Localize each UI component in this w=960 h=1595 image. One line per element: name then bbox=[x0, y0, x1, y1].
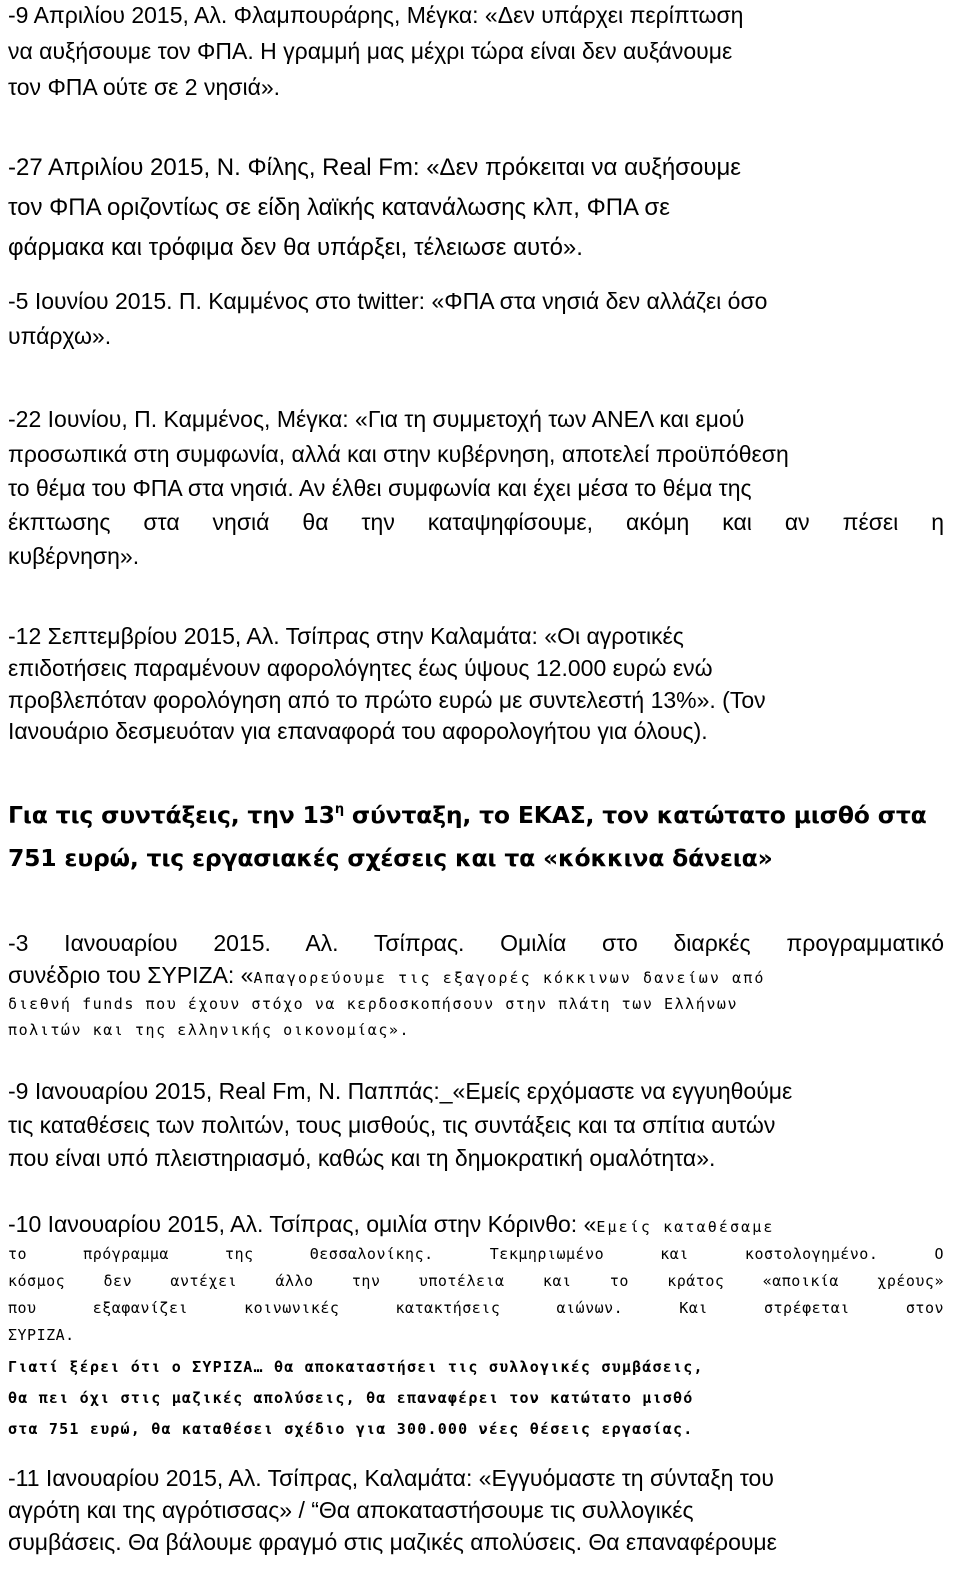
entry-jan3-line4: πολιτών και της ελληνικής οικονομίας». bbox=[8, 1021, 411, 1039]
entry-apr9-line3: τον ΦΠΑ ούτε σε 2 νησιά». bbox=[8, 74, 281, 100]
entry-apr27-line3: φάρμακα και τρόφιμα δεν θα υπάρξει, τέλειωσε αυτό». bbox=[8, 234, 583, 261]
section-heading-line1: Για τις συντάξεις, την $13^\eta$ σύνταξη, το ΕΚΑΣ, τον κατώτατο μισθό στα bbox=[8, 801, 927, 829]
entry-jan11-line3: συμβάσεις. Θα βάλουμε φραγμό στις μαζικές απολύσεις. Θα επαναφέρουμε bbox=[8, 1529, 777, 1555]
entry-sep12-line1: -12 Σεπτεμβρίου 2015, Αλ. Τσίπρας στην Καλαμάτα: «Οι αγροτικές bbox=[8, 623, 684, 649]
entry-jun22-line1: -22 Ιουνίου, Π. Καμμένος, Μέγκα: «Για τη συμμετοχή των ΑΝΕΛ και εμού bbox=[8, 406, 745, 432]
entry-jan10-line3: κόσμος δεν αντέχει άλλο την υποτέλεια και το κράτος «αποικία χρέους» bbox=[8, 1272, 944, 1290]
entry-jun22-line2: προσωπικά στη συμφωνία, αλλά και στην κυβέρνηση, αποτελεί προϋπόθεση bbox=[8, 441, 789, 467]
entry-sep12-line4: Ιανουάριο δεσμευόταν για επαναφορά του αφορολογήτου για όλους). bbox=[8, 718, 708, 744]
entry-jan9-line2: τις καταθέσεις των πολιτών, τους μισθούς, τις συντάξεις και τα σπίτια αυτών bbox=[8, 1112, 776, 1138]
entry-apr27-line2: τον ΦΠΑ οριζοντίως σε είδη λαϊκής κατανάλωσης κλπ, ΦΠΑ σε bbox=[8, 194, 670, 221]
entry-jun22-line4: έκπτωσης στα νησιά θα την καταψηφίσουμε, ακόμη και αν πέσει η bbox=[8, 509, 944, 535]
entry-jun5-line2: υπάρχω». bbox=[8, 323, 112, 349]
entry-jan10-bold-line3: στα 751 ευρώ, θα καταθέσει σχέδιο για 300.000 νέες θέσεις εργασίας. bbox=[8, 1420, 694, 1438]
section-heading-line2: 751 ευρώ, τις εργασιακές σχέσεις και τα «κόκκινα δάνεια» bbox=[8, 844, 773, 872]
entry-sep12-line2: επιδοτήσεις παραμένουν αφορολόγητες έως ύψους 12.000 ευρώ ενώ bbox=[8, 655, 713, 681]
entry-jan3-line2: συνέδριο του ΣΥΡΙΖΑ: «Απαγορεύουμε τις εξαγορές κόκκινων δανείων από bbox=[8, 962, 766, 988]
entry-jan3-line1: -3 Ιανουαρίου 2015. Αλ. Τσίπρας. Ομιλία στο διαρκές προγραμματικό bbox=[8, 930, 944, 956]
entry-jun22-line3: το θέμα του ΦΠΑ στα νησιά. Αν έλθει συμφωνία και έχει μέσα το θέμα της bbox=[8, 475, 752, 501]
entry-jan10-bold-line2: θα πει όχι στις μαζικές απολύσεις, θα επαναφέρει τον κατώτατο μισθό bbox=[8, 1389, 694, 1407]
entry-jan11-line1: -11 Ιανουαρίου 2015, Αλ. Τσίπρας, Καλαμάτα: «Εγγυόμαστε τη σύνταξη του bbox=[8, 1465, 774, 1491]
entry-jan3-line3: διεθνή funds που έχουν στόχο να κερδοσκοπήσουν στην πλάτη των Ελλήνων bbox=[8, 995, 739, 1013]
entry-jun5-line1: -5 Ιουνίου 2015. Π. Καμμένος στο twitter: «ΦΠΑ στα νησιά δεν αλλάζει όσο bbox=[8, 288, 768, 314]
entry-apr9-line1: -9 Απριλίου 2015, Αλ. Φλαμπουράρης, Μέγκα: «Δεν υπάρχει περίπτωση bbox=[8, 2, 744, 28]
entry-jan11-line2: αγρότη και της αγρότισσας» / “Θα αποκαταστήσουμε τις συλλογικές bbox=[8, 1497, 694, 1523]
entry-jan10-line1: -10 Ιανουαρίου 2015, Αλ. Τσίπρας, ομιλία στην Κόρινθο: «Εμείς καταθέσαμε bbox=[8, 1211, 775, 1237]
entry-jan10-line5: ΣΥΡΙΖΑ. bbox=[8, 1326, 75, 1344]
entry-apr9-line2: να αυξήσουμε τον ΦΠΑ. Η γραμμή μας μέχρι τώρα είναι δεν αυξάνουμε bbox=[8, 38, 733, 64]
entry-jan9-line1: -9 Ιανουαρίου 2015, Real Fm, Ν. Παππάς:_«Εμείς ερχόμαστε να εγγυηθούμε bbox=[8, 1078, 793, 1104]
superscript-eta: η bbox=[334, 802, 344, 817]
entry-jan10-line4: που εξαφανίζει κοινωνικές κατακτήσεις αιώνων. Και στρέφεται στον bbox=[8, 1299, 944, 1317]
entry-jun22-line5: κυβέρνηση». bbox=[8, 543, 140, 569]
entry-jan10-line2: το πρόγραμμα της Θεσσαλονίκης. Τεκμηριωμένο και κοστολογημένο. Ο bbox=[8, 1245, 944, 1263]
entry-apr27-line1: -27 Απριλίου 2015, Ν. Φίλης, Real Fm: «Δεν πρόκειται να αυξήσουμε bbox=[8, 154, 741, 181]
entry-jan10-bold-line1: Γιατί ξέρει ότι ο ΣΥΡΙΖΑ… θα αποκαταστήσει τις συλλογικές συμβάσεις, bbox=[8, 1358, 704, 1376]
entry-jan9-line3: που είναι υπό πλειστηριασμό, καθώς και τη δημοκρατική ομαλότητα». bbox=[8, 1145, 716, 1171]
entry-sep12-line3: προβλεπόταν φορολόγηση από το πρώτο ευρώ με συντελεστή 13%». (Τον bbox=[8, 687, 766, 713]
